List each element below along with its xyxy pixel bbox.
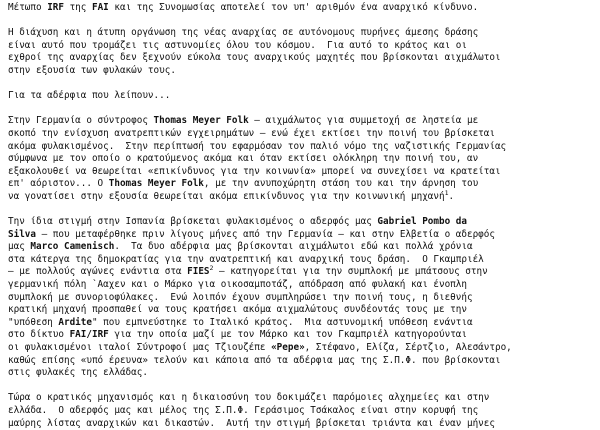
- text-line: [8, 115, 594, 128]
- text-line: [8, 392, 594, 405]
- text-segment: επ' αόριστον... Ο: [8, 178, 109, 190]
- text-segment: εχθροί της αναρχίας δεν ξεχνούν εύκολα τους αναρχικούς μαχητές που βρίσκονται αιχμάλωτοι: [8, 52, 501, 64]
- text-line: [8, 241, 594, 254]
- bold-name: FAI: [91, 2, 109, 13]
- text-segment: – με πολλούς αγώνες ενάντια στα: [8, 266, 188, 278]
- footnote-marker: 1: [444, 188, 449, 197]
- text-line: [8, 52, 594, 65]
- footnote-marker: 2: [209, 264, 214, 273]
- text-line: [8, 317, 594, 330]
- text-line: [8, 254, 594, 267]
- document-body: [8, 2, 594, 430]
- bold-name: Gabriel Pombo da: [377, 216, 467, 228]
- text-segment: Για τα αδέρφια που λείπουν...: [8, 90, 171, 102]
- text-line: [8, 418, 594, 430]
- bold-name: FAI/IRF: [69, 329, 109, 341]
- text-segment: Την ίδια στιγμή στην Ισπανία βρίσκεται φυλακισμένος ο αδερφός μας: [8, 216, 378, 228]
- text-segment: Η διάχυση και η άτυπη οργάνωση της νέας αναρχίας σε αυτόνομους πυρήνες άμεσης δράσης: [8, 27, 479, 39]
- text-segment: ελλάδα. Ο αδερφός μας και μέλος της Σ.Π.Φ. Γεράσιμος Τσάκαλος είναι στην κορυφή της: [8, 405, 479, 416]
- text-segment: – κατηγορείται για την συμπλοκή με μπάτσους στην: [213, 266, 488, 278]
- text-segment: σύμφωνα με τον οποίο ο κρατούμενος ακόμα και όταν εκτίσει ολόκληρη την ποινή του, αν: [8, 153, 479, 165]
- bold-name: IRF: [47, 2, 64, 13]
- paragraph-gap: [8, 103, 594, 116]
- text-segment: – που μεταφέρθηκε πριν λίγους μήνες από την Γερμανία – και στην Ελβετία ο αδερφός: [36, 228, 495, 240]
- text-segment: Στην Γερμανία ο σύντροφος: [8, 115, 154, 127]
- text-segment: γερμανική πόλη `Ααχεν και ο Μάρκο για οικοσαμποτάζ, απόδραση από φυλακή και ένοπλη: [8, 279, 467, 291]
- text-line: [8, 229, 594, 242]
- text-segment: της: [63, 2, 92, 13]
- bold-name: Silva: [8, 228, 36, 240]
- text-segment: , με την ανυποχώρητη στάση του και την άρνηση του: [203, 178, 479, 190]
- text-line: [8, 355, 594, 368]
- text-line: [8, 367, 594, 380]
- text-segment: κρατική μηχανή προσπαθεί να τους κρατήσει ακόμα αιχμαλώτους συνδέοντάς τους με την: [8, 304, 467, 316]
- text-line: [8, 65, 594, 78]
- paragraph-gap: [8, 380, 594, 393]
- text-line: [8, 292, 594, 305]
- text-segment: για την οποία μαζί με τον Μάρκο και τον Γκαμπριέλ κατηγορούνται: [108, 329, 467, 341]
- text-segment: "υπόθεση: [8, 316, 59, 328]
- text-line: [8, 153, 594, 166]
- text-segment: στις φυλακές της ελλάδας.: [8, 367, 148, 379]
- text-segment: οι φυλακισμένοι ιταλοί Σύντροφοί μας Τζιουζέπε: [8, 342, 272, 354]
- text-segment: είναι αυτό που τρομάζει τις αστυνομίες όλου του κόσμου. Για αυτό το κράτος και οι: [8, 39, 467, 51]
- text-line: [8, 128, 594, 141]
- text-segment: μαύρης λίστας αναρχικών και δικαστών. Αυτή την στιγμή βρίσκεται τριάντα και έναν μήνες: [8, 417, 495, 429]
- text-line: [8, 90, 594, 103]
- text-line: [8, 178, 594, 191]
- text-segment: στα κάτεργα της δημοκρατίας για την ανατρεπτική και αναρχική τους δράση. Ο Γκαμπριέλ: [8, 253, 484, 265]
- text-line: [8, 2, 594, 15]
- text-line: [8, 40, 594, 53]
- text-segment: και της Συνομωσίας αποτελεί τον υπ' αριθμόν ένα αναρχικό κίνδυνο.: [108, 2, 479, 13]
- bold-name: «Pepe»: [271, 342, 305, 354]
- text-segment: στην εξουσία των φυλακών τους.: [8, 64, 176, 76]
- text-line: [8, 27, 594, 40]
- text-segment: ακόμα φυλακισμένος. Στην περίπτωσή του εφαρμόσαν τον παλιό νόμο της ναζιστικής Γερμανίας: [8, 140, 507, 152]
- text-segment: . Τα δυο αδέρφια μας βρίσκονται αιχμάλωτοι εδώ και πολλά χρόνια: [114, 241, 473, 253]
- text-segment: εξακολουθεί να θεωρείται «επικίνδυνος για την κοινωνία» μπορεί να συνεχίσει να κρατείται: [8, 165, 501, 177]
- text-segment: , Στέφανο, Ελίζα, Σέρτζιο, Αλεσάντρο,: [304, 342, 512, 354]
- text-segment: σκοπό την ενίσχυση ανατρεπτικών εγχειρημάτων – ενώ έχει εκτίσει την ποινή του βρίσκεται: [8, 127, 495, 139]
- bold-name: Ardite: [58, 316, 92, 328]
- text-segment: μας: [8, 241, 31, 253]
- text-line: [8, 405, 594, 418]
- text-segment: – αιχμάλωτος για συμμετοχή σε ληστεία με: [248, 115, 479, 127]
- text-line: [8, 329, 594, 342]
- text-segment: να γονατίσει στην εξουσία θεωρείται ακόμα επικίνδυνος για την κοινωνική μηχανή: [8, 190, 445, 202]
- text-line: [8, 188, 594, 204]
- text-segment: συμπλοκή με συνοριοφύλακες. Ενώ λοιπόν έχουν συμπληρώσει την ποινή τους, η διεθνής: [8, 291, 473, 303]
- bold-name: FIES: [187, 266, 210, 278]
- bold-name: Thomas Meyer Folk: [153, 115, 249, 127]
- text-segment: Μέτωπο: [8, 2, 48, 13]
- text-segment: καθώς επίσης «υπό έρευνα» τελούν και κάποια από τα αδέρφια μας της Σ.Π.Φ. που βρίσκονται: [8, 354, 501, 366]
- text-line: [8, 141, 594, 154]
- bold-name: Thomas Meyer Folk: [108, 178, 204, 190]
- text-line: [8, 304, 594, 317]
- text-line: [8, 166, 594, 179]
- text-line: [8, 216, 594, 229]
- paragraph-gap: [8, 78, 594, 91]
- text-line: [8, 266, 594, 279]
- text-segment: στο δίκτυο: [8, 329, 70, 341]
- bold-name: Marco Camenisch: [30, 241, 115, 253]
- paragraph-gap: [8, 15, 594, 28]
- text-segment: .: [448, 190, 455, 202]
- paragraph-gap: [8, 204, 594, 217]
- text-segment: " που εμπνεύστηκε το Ιταλικό κράτος. Μια αστυνομική υπόθεση ενάντια: [91, 316, 473, 328]
- text-line: [8, 342, 594, 355]
- text-segment: Τώρα ο κρατικός μηχανισμός και η δικαιοσύνη του δοκιμάζει παρόμοιες αλχημείες και στην: [8, 392, 490, 404]
- text-line: [8, 279, 594, 292]
